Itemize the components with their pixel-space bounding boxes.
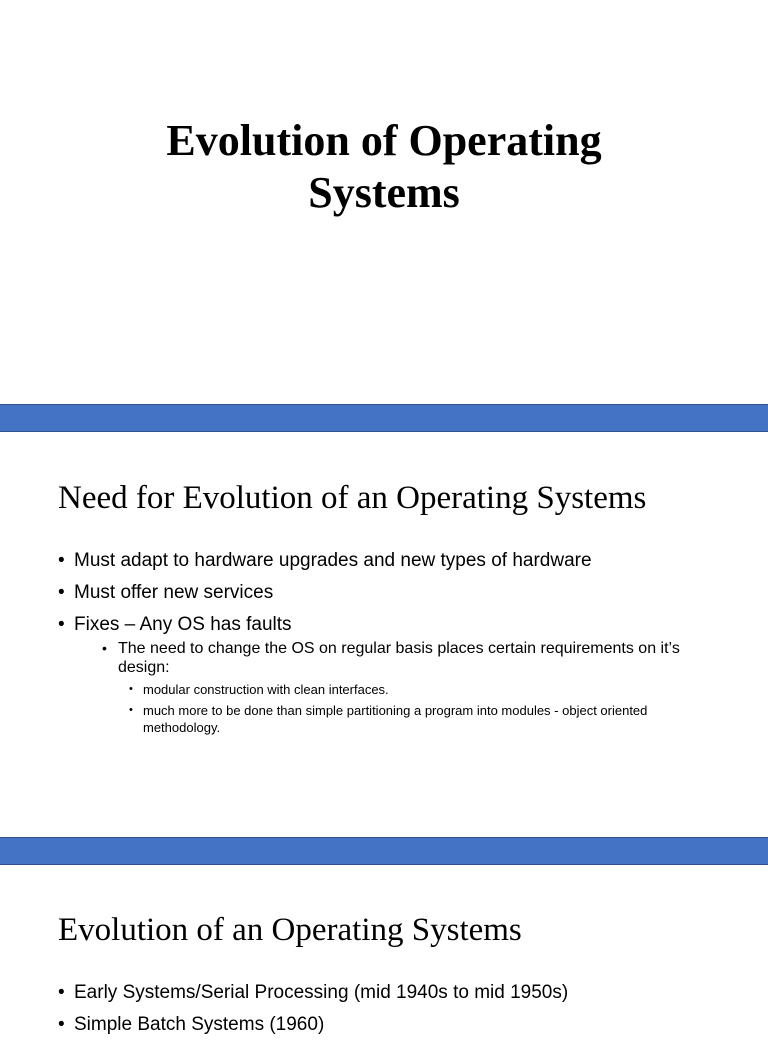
bullet-icon: •: [129, 683, 133, 695]
bullet-list: [58, 549, 708, 744]
bullet-icon: •: [58, 582, 65, 603]
slide-need-for-evolution: [0, 432, 768, 837]
bullet-icon: •: [129, 704, 133, 716]
bullet-icon: •: [58, 982, 65, 1003]
bullet-text: Must adapt to hardware upgrades and new types of hardware: [74, 550, 592, 571]
main-title-line-1: Evolution of Operating: [166, 116, 602, 165]
bullet-text: Early Systems/Serial Processing (mid 1940s to mid 1950s): [74, 982, 569, 1003]
bullet-text: Fixes – Any OS has faults: [74, 614, 292, 635]
slide-divider: [0, 837, 768, 865]
sub-sub-bullet-item: [129, 681, 708, 698]
sub-sub-bullet-text: modular construction with clean interfaces.: [143, 682, 389, 697]
main-title: [0, 115, 768, 219]
bullet-item: [58, 581, 708, 605]
bullet-item: [58, 1013, 708, 1037]
bullet-icon: •: [58, 1014, 65, 1035]
bullet-icon: •: [58, 614, 65, 635]
slide-divider: [0, 404, 768, 432]
sub-sub-bullet-text: much more to be done than simple partitioning a program into modules - object oriented methodology.: [143, 703, 648, 735]
slide-heading: Need for Evolution of an Operating Systems: [58, 480, 647, 516]
sub-bullet-list: [74, 639, 708, 736]
bullet-text: Simple Batch Systems (1960): [74, 1014, 325, 1035]
sub-bullet-text: The need to change the OS on regular basis places certain requirements on it’s design:: [118, 640, 680, 676]
slide-evolution: [0, 865, 768, 1035]
bullet-icon: •: [102, 640, 107, 656]
bullet-text: Must offer new services: [74, 582, 274, 603]
bullet-item: [58, 981, 708, 1005]
bullet-item: [58, 549, 708, 573]
bullet-list: [58, 981, 708, 1045]
main-title-line-2: Systems: [308, 168, 460, 217]
sub-sub-bullet-item: [129, 702, 708, 736]
bullet-icon: •: [58, 550, 65, 571]
sub-bullet-item: [102, 639, 708, 677]
bullet-item: [58, 613, 708, 736]
slide-title: [0, 0, 768, 404]
slide-heading: Evolution of an Operating Systems: [58, 912, 522, 948]
